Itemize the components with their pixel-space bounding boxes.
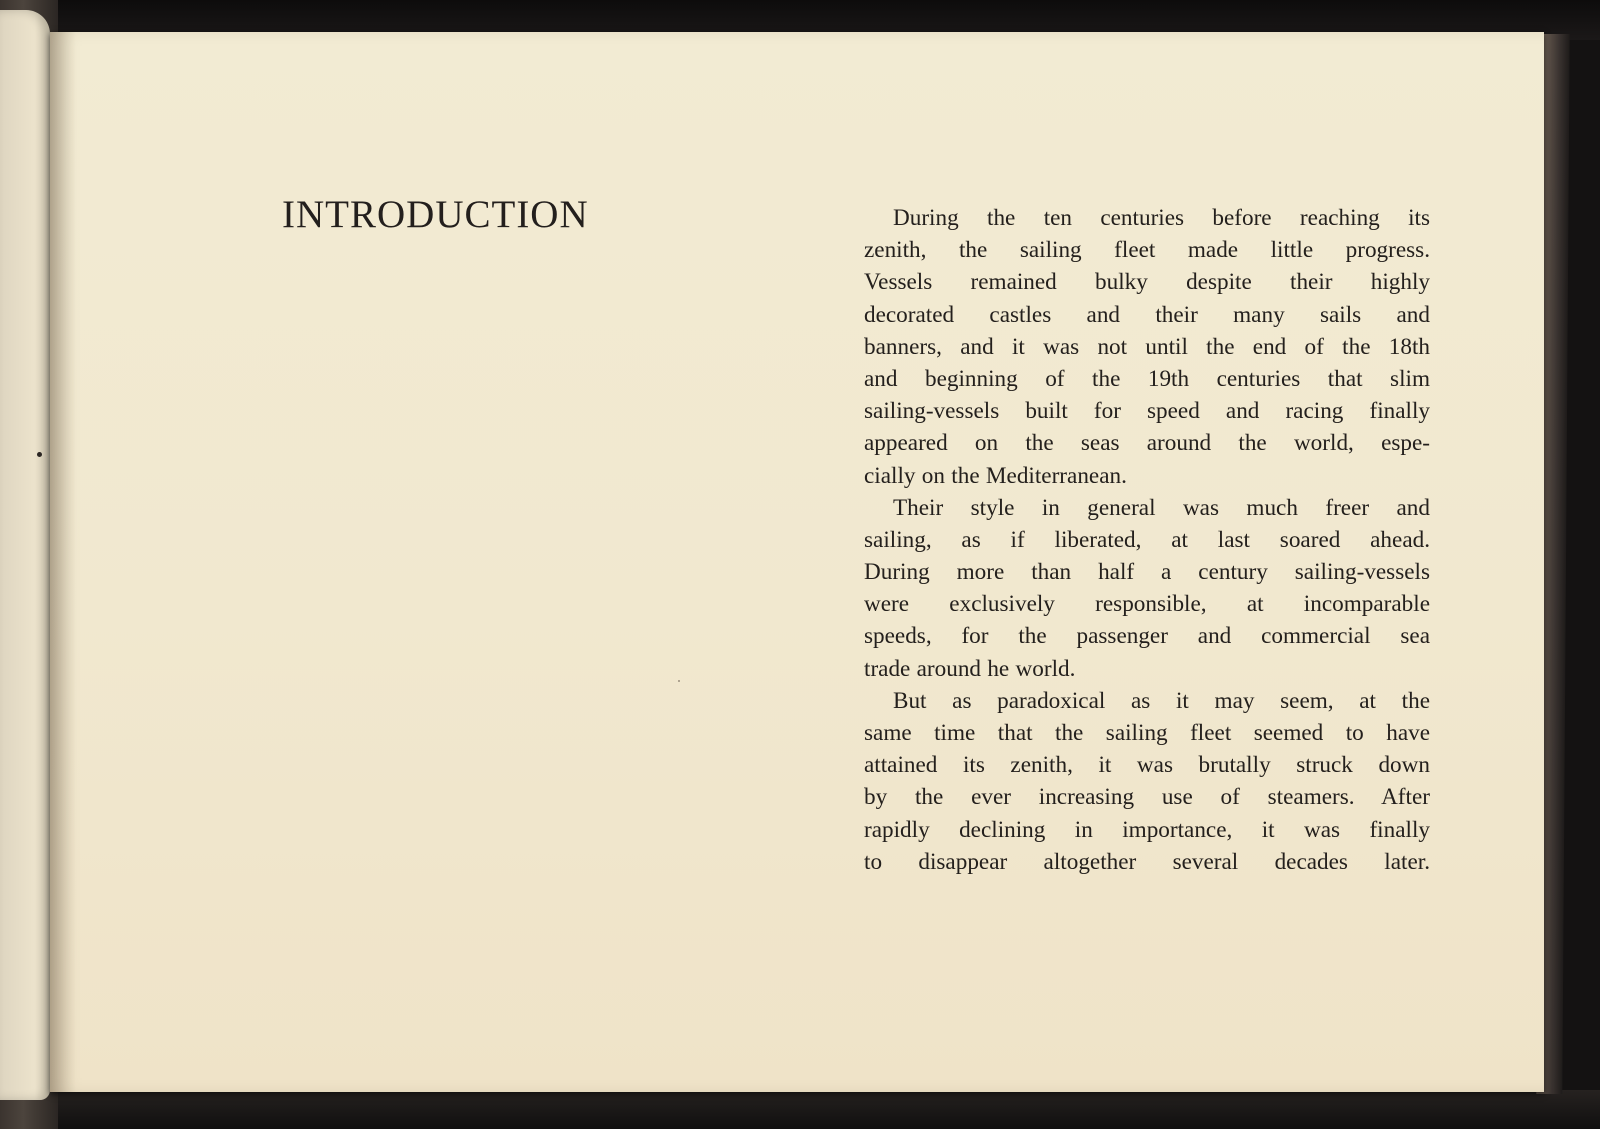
- text-line: trade around he world.: [864, 655, 1076, 682]
- text-line: were exclusively responsible, at incomparable: [864, 591, 1430, 618]
- paragraph-3: [864, 685, 1430, 878]
- text-line: attained its zenith, it was brutally struck down: [864, 752, 1430, 779]
- text-line: But as paradoxical as it may seem, at the: [893, 687, 1430, 714]
- text-line: decorated castles and their many sails and: [864, 301, 1430, 328]
- text-line: zenith, the sailing fleet made little progress.: [864, 237, 1430, 264]
- background-bottom: [0, 1090, 1600, 1129]
- page-speck: [37, 452, 42, 457]
- text-line: and beginning of the 19th centuries that slim: [864, 365, 1430, 392]
- text-line: During the ten centuries before reaching its: [893, 205, 1430, 231]
- text-line: speeds, for the passenger and commercial sea: [864, 623, 1430, 650]
- text-line: same time that the sailing fleet seemed to have: [864, 720, 1430, 746]
- text-line: Vessels remained bulky despite their highly: [864, 269, 1430, 296]
- text-line: Their style in general was much freer and: [893, 494, 1430, 521]
- text-line: appeared on the seas around the world, espe-: [864, 430, 1430, 457]
- text-line: banners, and it was not until the end of the 18th: [864, 333, 1430, 360]
- paragraph-2: [864, 492, 1430, 685]
- gutter-shadow: [50, 32, 76, 1092]
- paper-speck: [678, 680, 680, 682]
- book-page: [50, 32, 1544, 1092]
- text-line: rapidly declining in importance, it was finally: [864, 816, 1430, 843]
- text-line: cially on the Mediterranean.: [864, 462, 1127, 489]
- text-line: During more than half a century sailing-vessels: [864, 559, 1430, 586]
- text-line: sailing, as if liberated, at last soared ahead.: [864, 526, 1430, 553]
- text-line: to disappear altogether several decades later.: [864, 848, 1430, 875]
- paragraph-1: [864, 202, 1430, 492]
- text-line: sailing-vessels built for speed and racing finally: [864, 398, 1430, 425]
- text-line: by the ever increasing use of steamers. After: [864, 784, 1430, 811]
- facing-page-edge: [0, 10, 50, 1100]
- page-title: INTRODUCTION: [282, 193, 589, 236]
- body-text: [864, 202, 1430, 878]
